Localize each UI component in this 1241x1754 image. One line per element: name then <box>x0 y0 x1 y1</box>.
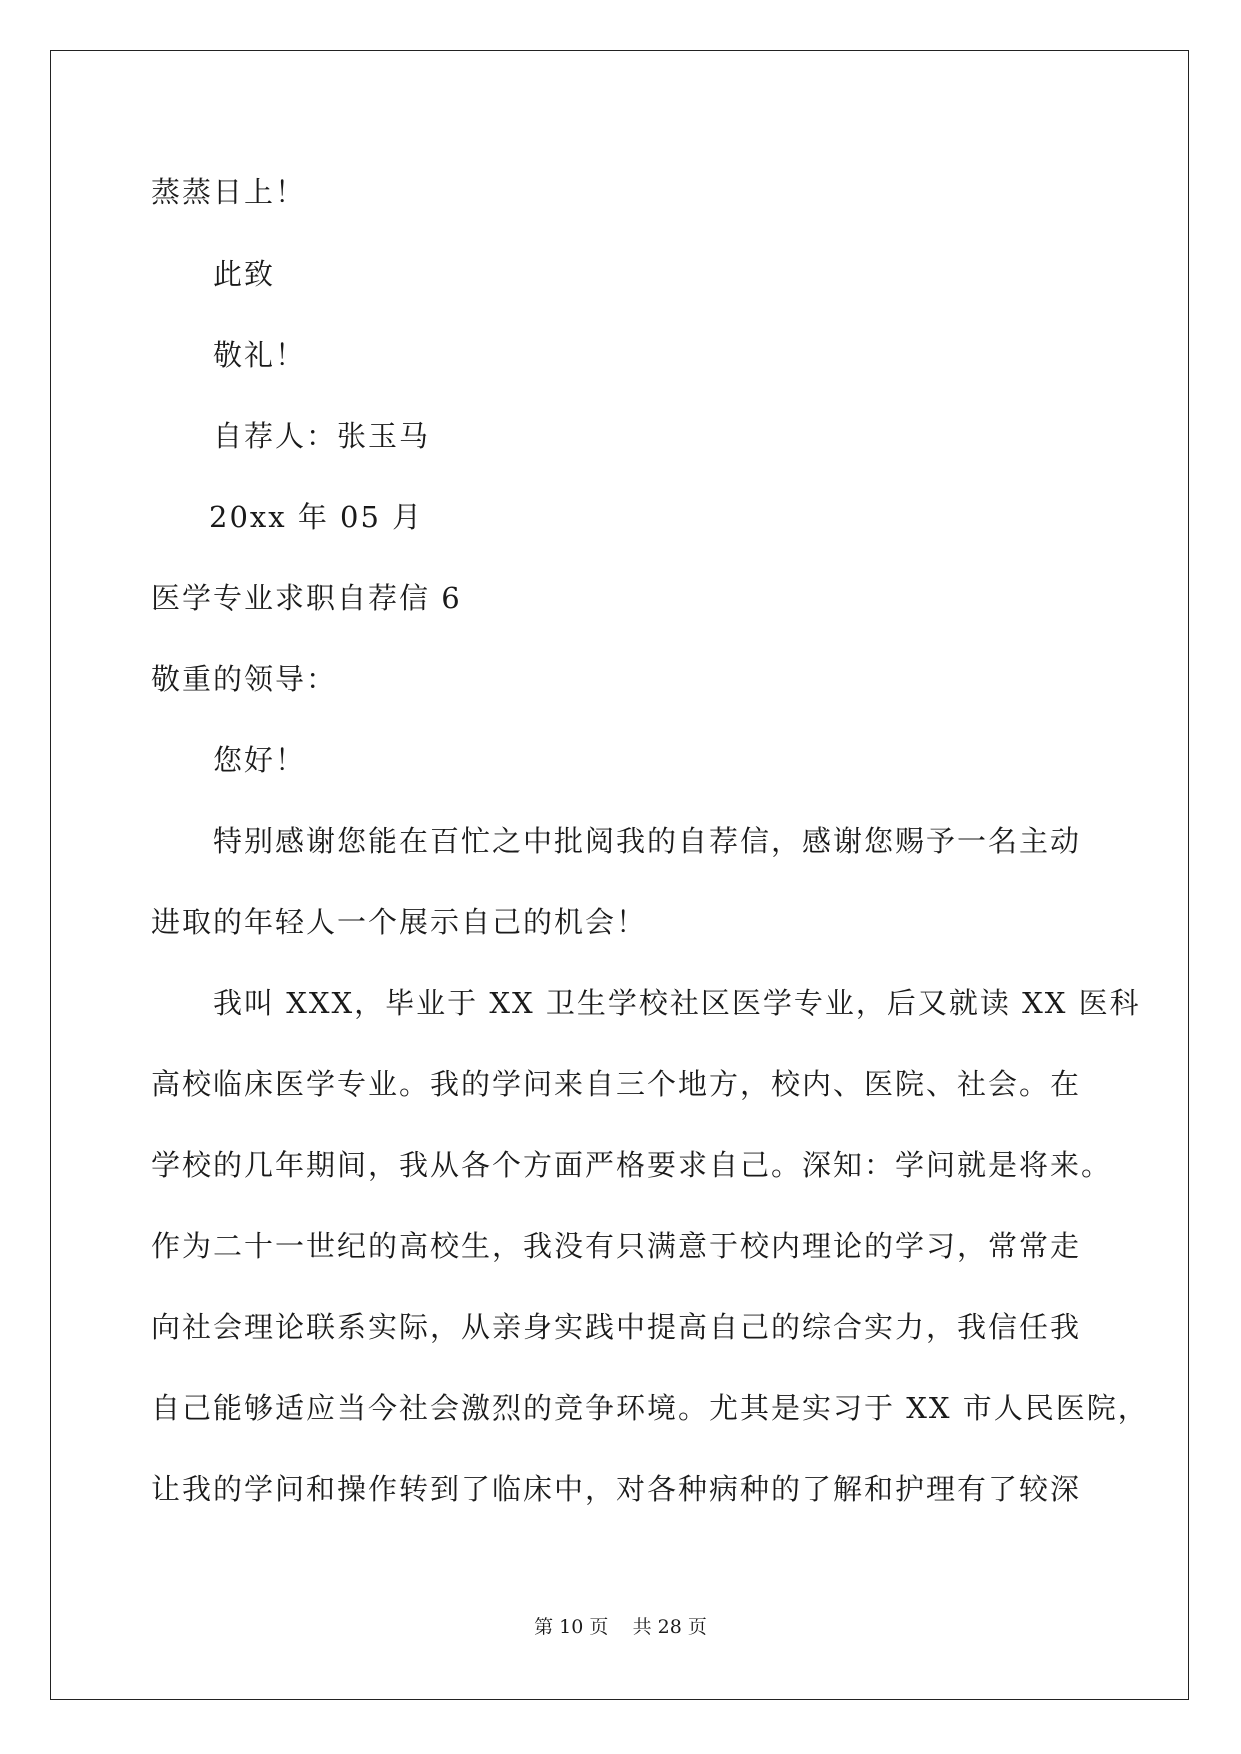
text-line: 敬礼！ <box>213 338 307 372</box>
page-border <box>50 50 1189 1700</box>
paragraph-line: 学校的几年期间，我从各个方面严格要求自己。深知：学问就是将来。 <box>151 1148 1113 1182</box>
section-title: 医学专业求职自荐信 6 <box>151 581 462 615</box>
greeting: 您好！ <box>213 743 307 777</box>
paragraph-line: 让我的学问和操作转到了临床中，对各种病种的了解和护理有了较深 <box>151 1472 1082 1506</box>
date-line: 20xx 年 05 月 <box>209 500 424 534</box>
page-footer <box>0 1612 1241 1639</box>
paragraph-line: 特别感谢您能在百忙之中批阅我的自荐信，感谢您赐予一名主动 <box>213 824 1082 858</box>
page-number: 第 10 页 <box>534 1616 609 1638</box>
total-pages: 共 28 页 <box>632 1616 707 1638</box>
paragraph-line: 高校临床医学专业。我的学问来自三个地方，校内、医院、社会。在 <box>151 1067 1082 1101</box>
paragraph-line: 自己能够适应当今社会激烈的竞争环境。尤其是实习于 XX 市人民医院， <box>151 1391 1149 1425</box>
text-line: 此致 <box>213 257 276 291</box>
paragraph-line: 向社会理论联系实际，从亲身实践中提高自己的综合实力，我信任我 <box>151 1310 1082 1344</box>
text-line: 蒸蒸日上！ <box>151 175 307 209</box>
paragraph-line: 作为二十一世纪的高校生，我没有只满意于校内理论的学习，常常走 <box>151 1229 1082 1263</box>
paragraph-line: 我叫 XXX，毕业于 XX 卫生学校社区医学专业，后又就读 XX 医科 <box>213 986 1141 1020</box>
paragraph-line: 进取的年轻人一个展示自己的机会！ <box>151 905 648 939</box>
salutation: 敬重的领导： <box>151 662 338 696</box>
signature-line: 自荐人：张玉马 <box>213 419 431 453</box>
